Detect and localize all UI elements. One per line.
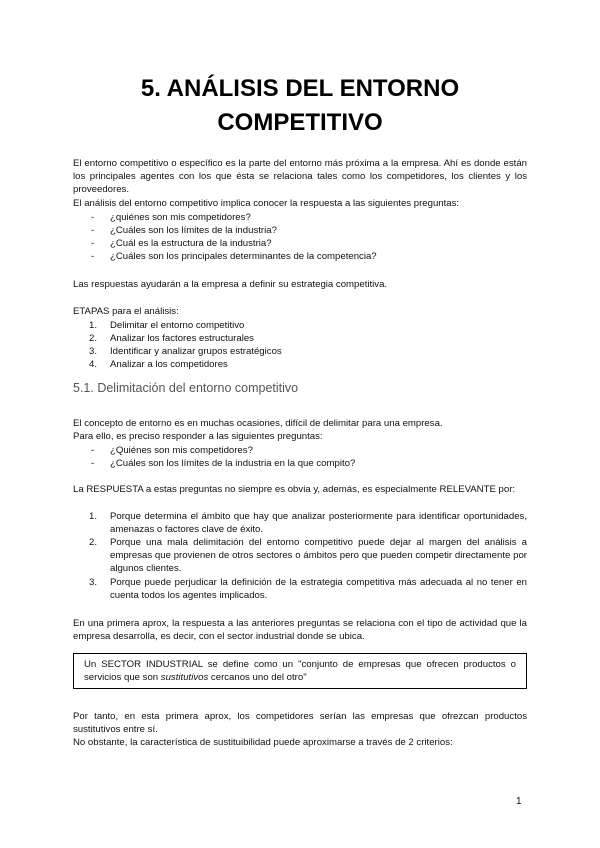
respuesta-paragraph: La RESPUESTA a estas preguntas no siempre es obvia y, además, es especialmente RELEVANTE por: [73, 484, 516, 495]
list-item: ¿Quiénes son mis competidores? [110, 445, 253, 456]
bullet-marker: - [91, 445, 95, 456]
list-item: ¿Cuáles son los principales determinantes de la competencia? [110, 251, 377, 262]
definition-text: Un SECTOR INDUSTRIAL se define como un "conjunto de empresas que ofrecen productos o servicios que son [84, 659, 516, 683]
etapas-heading: ETAPAS para el análisis: [73, 306, 179, 317]
list-number: 2. [89, 333, 98, 344]
list-item: Porque determina el ámbito que hay que analizar posteriormente para identificar oportunidades, amenazas o factores clave de éxito. [110, 511, 527, 535]
primera-aprox-paragraph: En una primera aprox, la respuesta a las anteriores preguntas se relaciona con el tipo de actividad que la empresa desarrolla, es decir, con el sector industrial donde se ubica. [73, 618, 527, 642]
title-line-2: COMPETITIVO [217, 109, 383, 136]
list-number: 3. [89, 346, 98, 357]
list-number: 1. [89, 320, 98, 331]
list-item: Delimitar el entorno competitivo [110, 320, 245, 331]
list-item: ¿quiénes son mis competidores? [110, 212, 251, 223]
list-item: Analizar los factores estructurales [110, 333, 254, 344]
definition-text-end: cercanos uno del otro" [208, 672, 307, 683]
list-item: ¿Cuál es la estructura de la industria? [110, 238, 272, 249]
page-title [60, 72, 540, 140]
bullet-marker: - [91, 251, 95, 262]
page-number: 1 [516, 796, 522, 807]
por-tanto-paragraph: Por tanto, en esta primera aprox, los competidores serían las empresas que ofrezcan productos sustitutivos entre sí. [73, 711, 527, 735]
list-item: Porque una mala delimitación del entorno competitivo puede dejar al margen del análisis a empresas que provienen de otros sectores o ámbitos pero que pueden competir directamente por algunos clientes. [110, 537, 527, 574]
list-item: Analizar a los competidores [110, 359, 228, 370]
list-item: Identificar y analizar grupos estratégicos [110, 346, 282, 357]
list-item: ¿Cuáles son los límites de la industria en la que compito? [110, 458, 356, 469]
list-number: 3. [89, 577, 98, 588]
bullet-marker: - [91, 212, 95, 223]
concept-line: Para ello, es preciso responder a las siguientes preguntas: [73, 431, 323, 442]
bullet-marker: - [91, 458, 95, 469]
definition-box [73, 653, 527, 689]
answers-paragraph: Las respuestas ayudarán a la empresa a definir su estrategia competitiva. [73, 279, 388, 290]
intro-paragraph: El entorno competitivo o específico es la parte del entorno más próxima a la empresa. Ahí es donde están los principales agentes con los que ésta se relaciona tales como los competidores, los clientes y los proveedores. [73, 158, 527, 195]
list-number: 2. [89, 537, 98, 548]
no-obstante-paragraph: No obstante, la característica de sustituibilidad puede aproximarse a través de 2 criterios: [73, 737, 453, 748]
intro-lead: El análisis del entorno competitivo implica conocer la respuesta a las siguientes preguntas: [73, 198, 460, 209]
title-line-1: 5. ANÁLISIS DEL ENTORNO [140, 75, 460, 102]
definition-italic: sustitutivos [160, 672, 209, 683]
bullet-marker: - [91, 238, 95, 249]
list-number: 1. [89, 511, 98, 522]
list-item: Porque puede perjudicar la definición de la estrategia competitiva más adecuada al no tener en cuenta todos los agentes implicados. [110, 577, 527, 601]
section-heading: 5.1. Delimitación del entorno competitivo [73, 381, 299, 395]
bullet-marker: - [91, 225, 95, 236]
list-item: ¿Cuáles son los límites de la industria? [110, 225, 277, 236]
list-number: 4. [89, 359, 98, 370]
concept-line: El concepto de entorno es en muchas ocasiones, difícil de delimitar para una empresa. [73, 418, 443, 429]
